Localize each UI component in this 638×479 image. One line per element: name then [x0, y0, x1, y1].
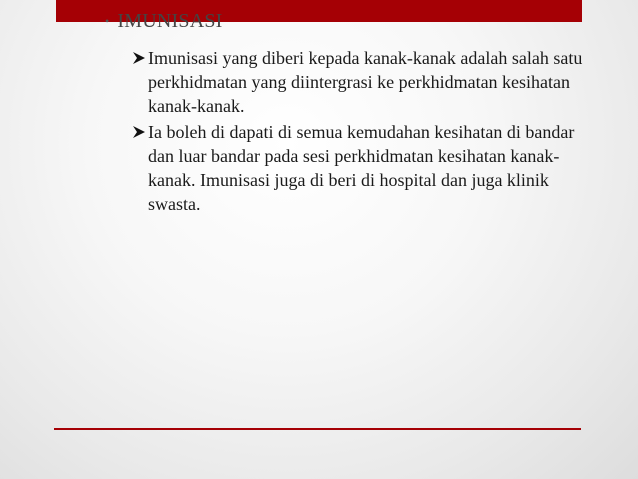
list-item: [130, 120, 600, 216]
footer-divider: [54, 428, 581, 430]
slide-heading: IMUNISASI: [117, 9, 223, 32]
heading-row: [105, 10, 223, 32]
arrowhead-bullet-icon: [130, 46, 148, 70]
list-item-text: Imunisasi yang diberi kepada kanak-kanak adalah salah satu perkhidmatan yang diintergrasi ke perkhidmatan kesihatan kanak-kanak.: [148, 48, 583, 116]
bullet-list: [130, 46, 600, 218]
arrowhead-bullet-icon: [130, 120, 148, 144]
list-item: [130, 46, 600, 118]
heading-bullet: •: [105, 13, 110, 28]
list-item-text: Ia boleh di dapati di semua kemudahan kesihatan di bandar dan luar bandar pada sesi perkhidmatan kesihatan kanak-kanak. Imunisasi juga di beri di hospital dan juga klinik swasta.: [148, 122, 575, 214]
